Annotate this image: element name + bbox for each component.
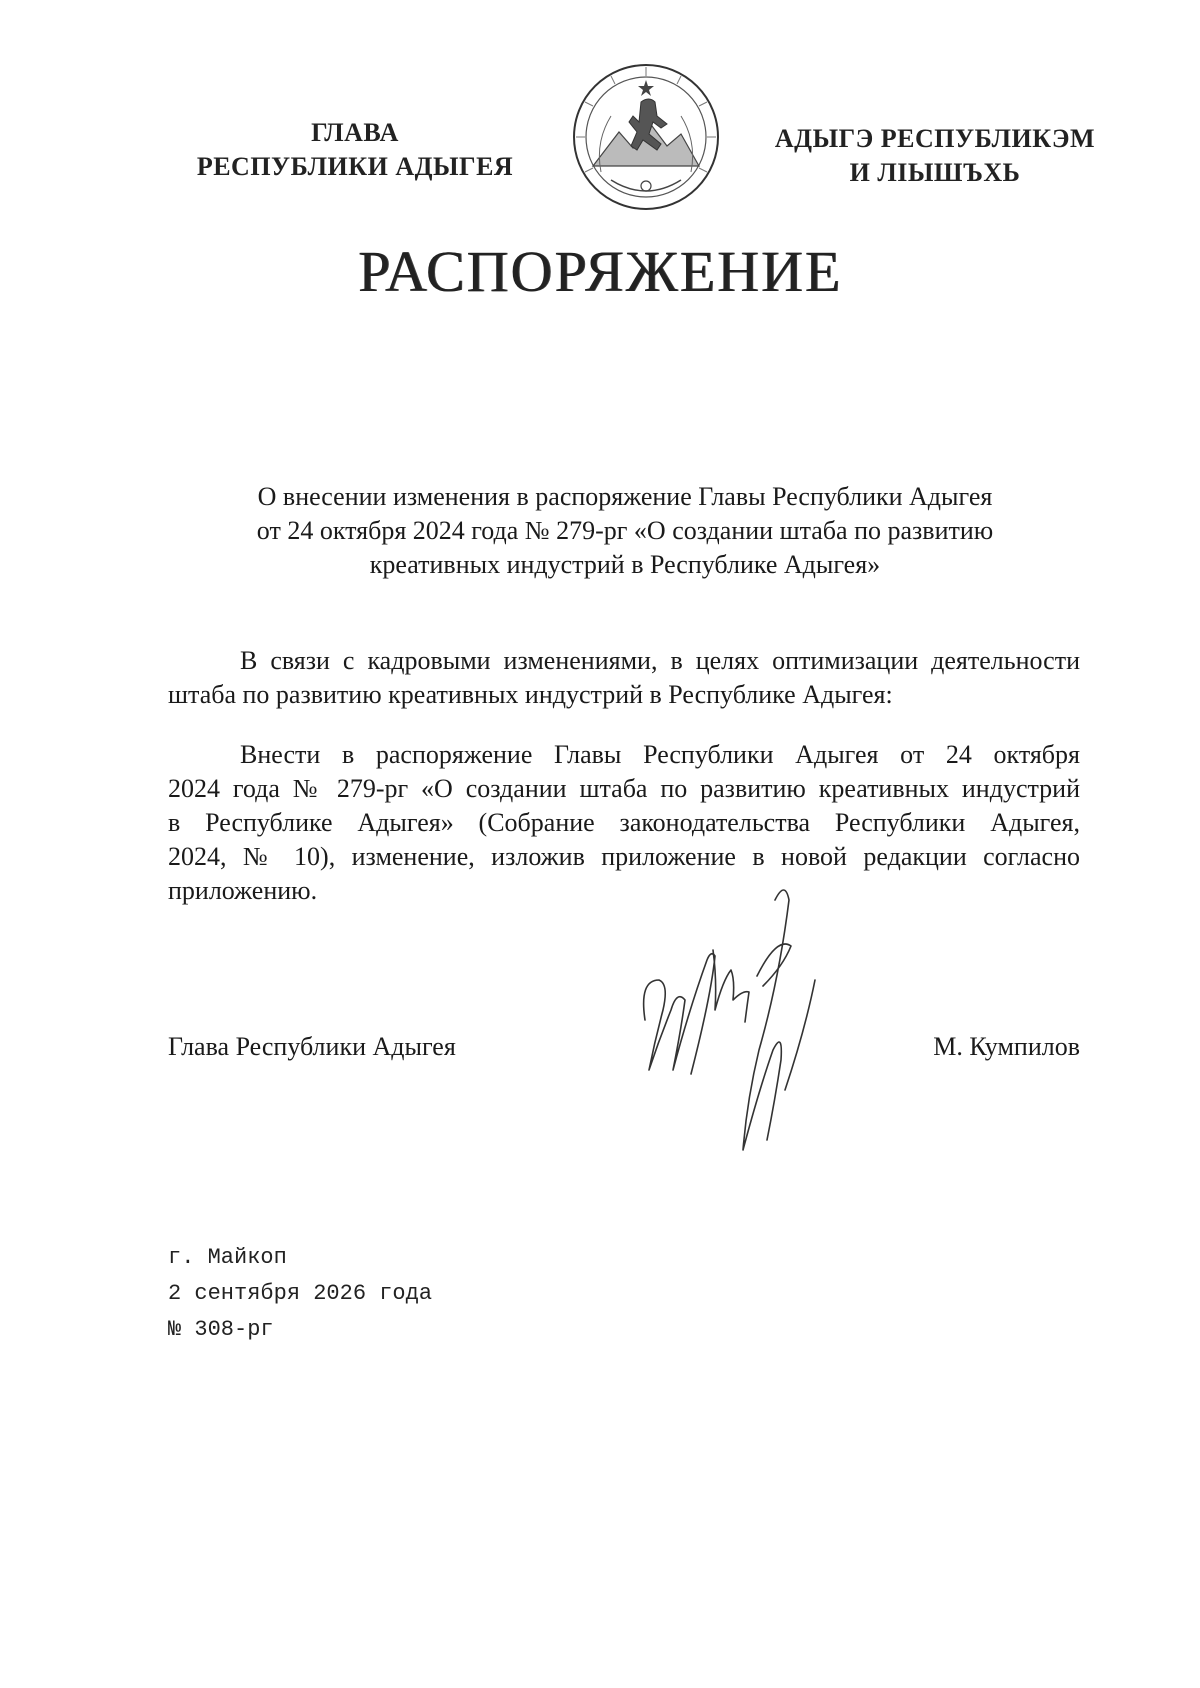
coat-of-arms-icon — [571, 62, 721, 212]
paragraph-2-line-5: приложению. — [168, 876, 318, 905]
paragraph-2-line-1: Внести в распоряжение Главы Республики Адыгея от 24 октября — [240, 740, 1080, 769]
header-left-line-2: РЕСПУБЛИКИ АДЫГЕЯ — [196, 152, 514, 181]
body-paragraph-1 — [168, 644, 1080, 712]
footer-number: № 308-рг — [168, 1317, 274, 1342]
body-paragraph-2 — [168, 738, 1080, 908]
footer-city: г. Майкоп — [168, 1245, 287, 1270]
footer-date: 2 сентября 2026 года — [168, 1281, 433, 1306]
subject-line-2: от 24 октября 2024 года № 279-рг «О создании штаба по развитию — [256, 516, 994, 545]
paragraph-2-line-2: 2024 года № 279-рг «О создании штаба по развитию креативных индустрий — [168, 774, 1080, 803]
subject-line-1: О внесении изменения в распоряжение Главы Республики Адыгея — [257, 482, 993, 511]
signer-position: Глава Республики Адыгея — [168, 1032, 456, 1061]
paragraph-1-line-1: В связи с кадровыми изменениями, в целях оптимизации деятельности — [240, 646, 1080, 675]
signer-name: М. Кумпилов — [933, 1032, 1080, 1061]
header-left-block — [175, 116, 535, 184]
paragraph-2-line-4: 2024, № 10), изменение, изложив приложение в новой редакции согласно — [168, 842, 1080, 871]
header-right-block — [750, 122, 1120, 190]
paragraph-1-line-2: штаба по развитию креативных индустрий в Республике Адыгея: — [168, 680, 893, 709]
header-left-line-1: ГЛАВА — [311, 118, 399, 147]
header-right-line-2: И ЛІЫШЪХЬ — [849, 158, 1021, 187]
paragraph-2-line-3: в Республике Адыгея» (Собрание законодательства Республики Адыгея, — [168, 808, 1080, 837]
document-footer — [168, 1240, 432, 1348]
document-title: РАСПОРЯЖЕНИЕ — [357, 239, 843, 304]
header-right-line-1: АДЫГЭ РЕСПУБЛИКЭМ — [774, 124, 1096, 153]
subject-line-3: креативных индустрий в Республике Адыгея» — [369, 550, 881, 579]
document-subject — [170, 480, 1080, 582]
handwritten-signature — [625, 880, 855, 1210]
